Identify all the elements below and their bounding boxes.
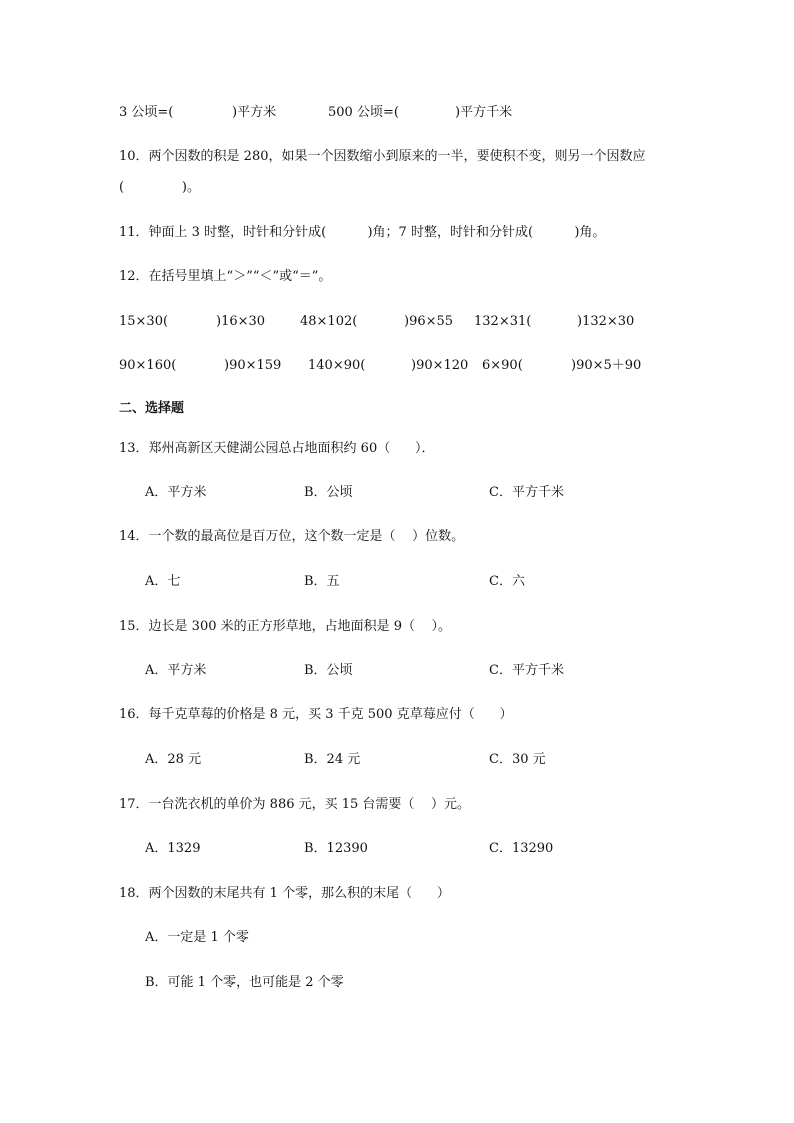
q16-option-b: B．24 元 [304, 752, 361, 767]
q12-r1-item3b: )132×30 [577, 314, 635, 329]
q12-r2-item2b: )90×120 [411, 358, 469, 373]
q13-option-a: A．平方米 [145, 485, 207, 500]
q10-stem-line2: ( )。 [119, 180, 200, 195]
q12-r1-item3a: 132×31( [474, 314, 532, 329]
q12-r1-item1b: )16×30 [216, 314, 266, 329]
q14-option-a: A．七 [145, 574, 181, 589]
q12-stem: 12．在括号里填上“＞”“＜”或“＝”。 [119, 269, 332, 284]
q15-option-b: B．公顷 [304, 663, 353, 678]
q14-option-c: C．六 [489, 574, 525, 589]
section2-title: 二、选择题 [119, 401, 185, 416]
q11-stem: 11．钟面上 3 时整，时针和分针成( )角；7 时整，时针和分针成( )角。 [119, 225, 606, 240]
q15-option-a: A．平方米 [145, 663, 207, 678]
q18-option-b: B．可能 1 个零，也可能是 2 个零 [145, 975, 344, 990]
q12-r2-item1a: 90×160( [119, 358, 177, 373]
q17-option-b: B．12390 [304, 841, 368, 856]
q10-stem-line1: 10．两个因数的积是 280，如果一个因数缩小到原来的一半，要使积不变，则另一个因数应 [119, 149, 646, 164]
q12-r1-item2b: )96×55 [404, 314, 454, 329]
q9-part3: 500 公顷=( [328, 105, 399, 120]
q9-part2: )平方米 [232, 105, 277, 120]
q12-r2-item1b: )90×159 [224, 358, 282, 373]
q15-stem: 15．边长是 300 米的正方形草地，占地面积是 9（ ）。 [119, 619, 452, 634]
q15-option-c: C．平方千米 [489, 663, 564, 678]
q13-option-b: B．公顷 [304, 485, 353, 500]
q16-option-c: C．30 元 [489, 752, 546, 767]
q17-option-c: C．13290 [489, 841, 554, 856]
q13-stem: 13．郑州高新区天健湖公园总占地面积约 60（ ）． [119, 441, 435, 456]
q18-option-a: A．一定是 1 个零 [145, 930, 249, 945]
q17-stem: 17．一台洗衣机的单价为 886 元，买 15 台需要（ ）元。 [119, 797, 470, 812]
q14-stem: 14．一个数的最高位是百万位，这个数一定是（ ）位数。 [119, 529, 465, 544]
q12-r1-item2a: 48×102( [300, 314, 358, 329]
q9-part4: )平方千米 [455, 105, 513, 120]
q9-part1: 3 公顷=( [119, 105, 174, 120]
q12-r2-item2a: 140×90( [308, 358, 366, 373]
q16-option-a: A．28 元 [145, 752, 202, 767]
q12-r1-item1a: 15×30( [119, 314, 169, 329]
q16-stem: 16．每千克草莓的价格是 8 元，买 3 千克 500 克草莓应付（ ） [119, 707, 513, 722]
q13-option-c: C．平方千米 [489, 485, 564, 500]
q12-r2-item3a: 6×90( [482, 358, 523, 373]
q17-option-a: A．1329 [145, 841, 201, 856]
q14-option-b: B．五 [304, 574, 340, 589]
q12-r2-item3b: )90×5＋90 [571, 358, 642, 373]
q18-stem: 18．两个因数的末尾共有 1 个零，那么积的末尾（ ） [119, 886, 450, 901]
